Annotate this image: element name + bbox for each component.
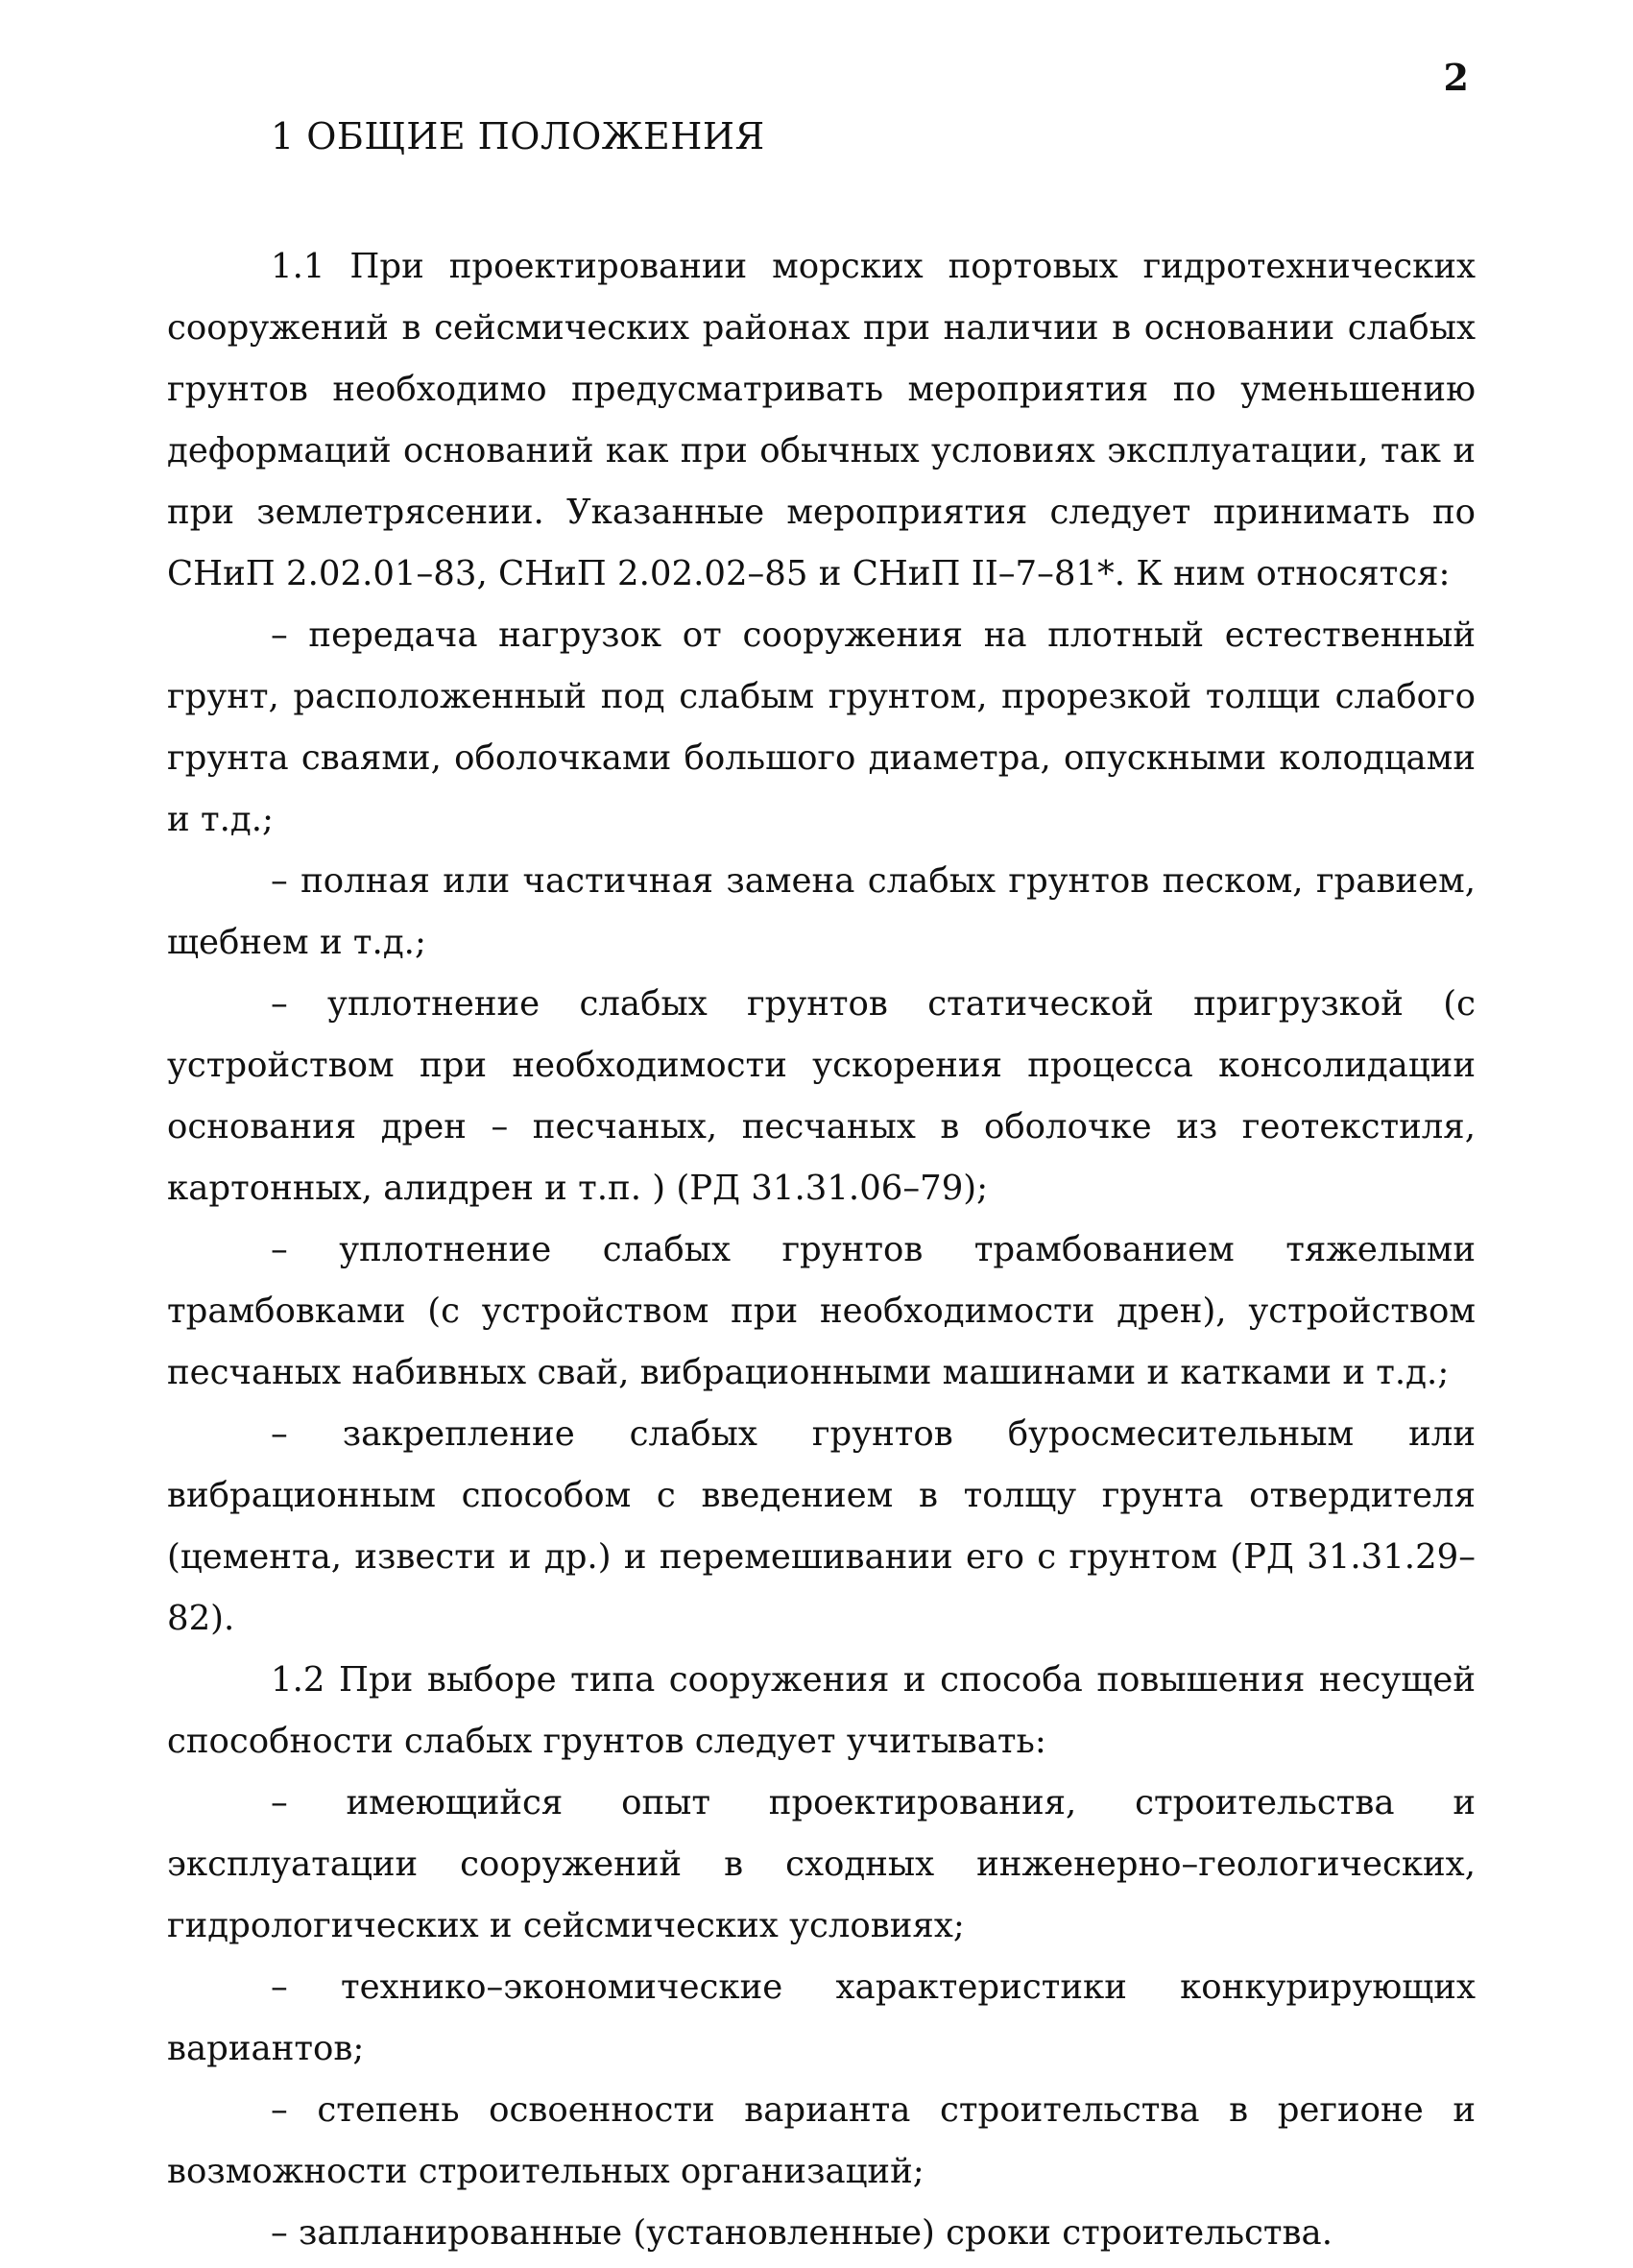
list-item-tamping: – уплотнение слабых грунтов трамбованием тяжелыми трамбовками (с устройством при необходимости дрен), устройством песчаных набивных свай, вибрационными машинами и катками и т.д.; <box>167 1230 1476 1392</box>
list-item-experience: – имеющийся опыт проектирования, строительства и эксплуатации сооружений в сходных инженерно–геологических, гидрологических и сейсмических условиях; <box>167 1783 1476 1945</box>
list-item-economics: – технико–экономические характеристики конкурирующих вариантов; <box>167 1967 1476 2068</box>
section-heading: 1 ОБЩИЕ ПОЛОЖЕНИЯ <box>271 115 765 157</box>
paragraph-1-1: 1.1 При проектировании морских портовых гидротехнических сооружений в сейсмических районах при наличии в основании слабых грунтов необходимо предусматривать мероприятия по уменьшению деформаций оснований как при обычных условиях эксплуатации, так и при землетрясении. Указанные мероприятия следует принимать по СНиП 2.02.01–83, СНиП 2.02.02–85 и СНиП II–7–81*. К ним относятся: <box>167 247 1476 593</box>
body-text <box>167 236 1476 2264</box>
list-item-soil-replacement: – полная или частичная замена слабых грунтов песком, гравием, щебнем и т.д.; <box>167 861 1476 962</box>
list-item-schedule: – запланированные (установленные) сроки строительства. <box>271 2213 1333 2253</box>
page-number: 2 <box>1443 56 1469 99</box>
list-item-static-preload: – уплотнение слабых грунтов статической пригрузкой (с устройством при необходимости ускорения процесса консолидации основания дрен – песчаных, песчаных в оболочке из геотекстиля, картонных, алидрен и т.п. ) (РД 31.31.06–79); <box>167 984 1476 1208</box>
list-item-load-transfer: – передача нагрузок от сооружения на плотный естественный грунт, расположенный под слабым грунтом, прорезкой толщи слабого грунта сваями, оболочками большого диаметра, опускными колодцами и т.д.; <box>167 615 1476 839</box>
paragraph-1-2: 1.2 При выборе типа сооружения и способа повышения несущей способности слабых грунтов следует учитывать: <box>167 1660 1476 1761</box>
list-item-soil-stabilization: – закрепление слабых грунтов буросмесительным или вибрационным способом с введением в толщу грунта отвердителя (цемента, извести и др.) и перемешивании его с грунтом (РД 31.31.29–82). <box>167 1414 1476 1638</box>
list-item-regional-capability: – степень освоенности варианта строительства в регионе и возможности строительных организаций; <box>167 2090 1476 2191</box>
